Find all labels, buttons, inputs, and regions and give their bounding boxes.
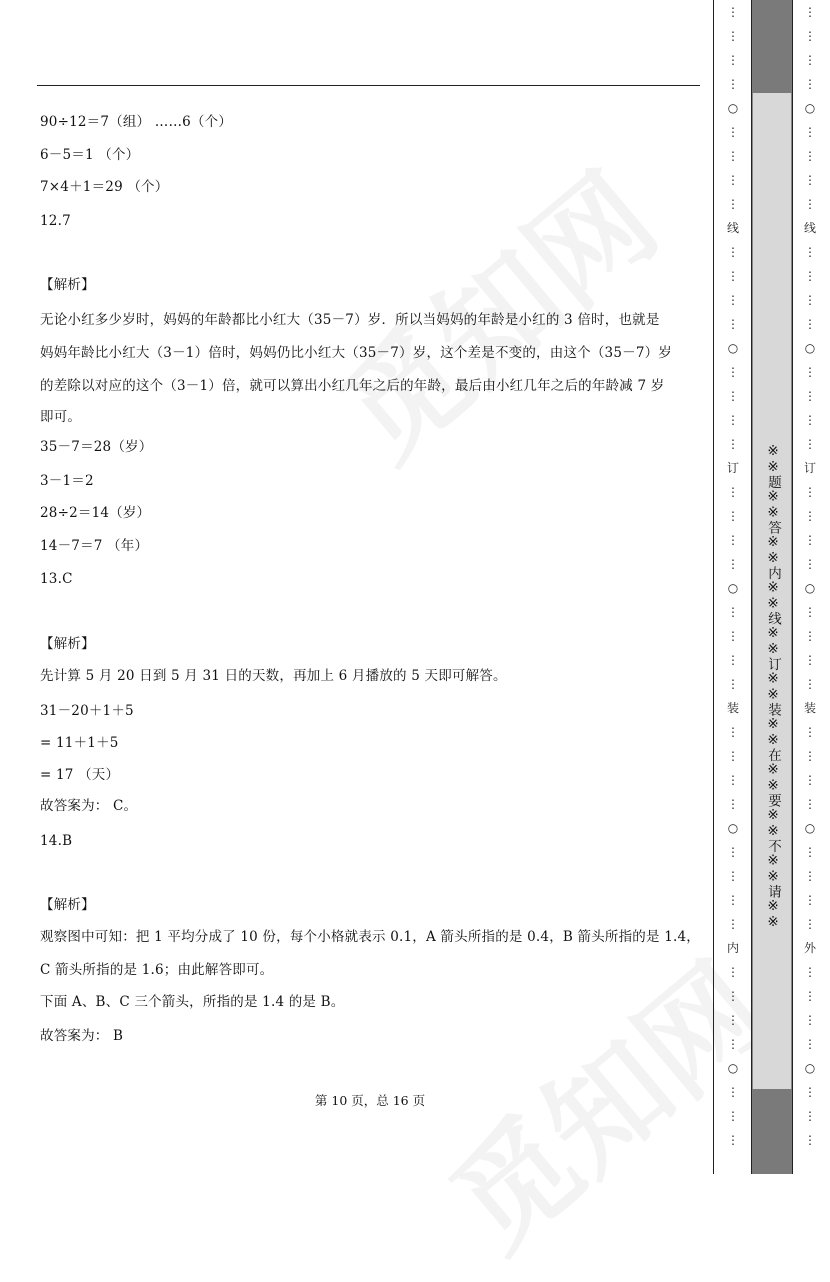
text-line: 90÷12＝7（组） ……6（个） bbox=[40, 114, 233, 130]
text-line: C 箭头所指的是 1.6；由此解答即可。 bbox=[40, 962, 274, 978]
left-dotted-column: ⋮ ⋮ ⋮ ⋮ ○ ⋮ ⋮ ⋮ ⋮ 线 ⋮ ⋮ ⋮ ⋮ ○ ⋮ ⋮ ⋮ ⋮ 订 ⋮ ⋮ ⋮ ⋮ ○ ⋮ ⋮ ⋮ ⋮ 装 ⋮ ⋮ ⋮ ⋮ ○ ⋮ ⋮ ⋮ ⋮ 内 ⋮ ⋮ ⋮ ⋮ ○ ⋮ ⋮ ⋮ bbox=[723, 0, 743, 1174]
text-line: 即可。 bbox=[40, 409, 82, 425]
text-line: 3－1＝2 bbox=[40, 473, 94, 489]
header-rule bbox=[37, 85, 700, 86]
text-line: 观察图中可知：把 1 平均分成了 10 份，每个小格就表示 0.1，A 箭头所指的是 0.4，B 箭头所指的是 1.4， bbox=[40, 929, 700, 945]
notice-text: ※※题※※答※※内※※线※※订※※装※※在※※要※※不※※请※※ bbox=[765, 443, 781, 930]
text-line: 28÷2＝14（岁） bbox=[40, 505, 151, 521]
margin-label-ding: 订 bbox=[803, 461, 816, 475]
text-line: 故答案为： C。 bbox=[40, 798, 138, 814]
text-line: 妈妈年龄比小红大（3－1）倍时，妈妈仍比小红大（35－7）岁，这个差是不变的，由这个（35－7）岁 bbox=[40, 345, 673, 361]
text-line: 31－20＋1＋5 bbox=[40, 703, 134, 719]
section-heading: 【解析】 bbox=[40, 897, 95, 913]
margin-label-zhuang: 装 bbox=[803, 701, 816, 715]
text-line: 35－7＝28（岁） bbox=[40, 439, 153, 455]
text-line: 的差除以对应的这个（3－1）倍，就可以算出小红几年之后的年龄，最后由小红几年之后的年龄减 7 岁 bbox=[40, 378, 665, 394]
margin-label-xian: 线 bbox=[726, 221, 739, 235]
text-line: 下面 A、B、C 三个箭头，所指的是 1.4 的是 B。 bbox=[40, 994, 345, 1010]
section-heading: 【解析】 bbox=[40, 636, 95, 652]
text-line: 7×4＋1＝29 （个） bbox=[40, 179, 169, 195]
text-line: 6－5＝1 （个） bbox=[40, 147, 140, 163]
text-line: = 17 （天） bbox=[40, 767, 120, 783]
text-line: = 11＋1＋5 bbox=[40, 735, 119, 751]
margin-label-zhuang: 装 bbox=[726, 701, 739, 715]
page-footer: 第 10 页，总 16 页 bbox=[314, 1093, 426, 1108]
margin-label-nei: 内 bbox=[726, 941, 739, 955]
section-heading: 【解析】 bbox=[40, 277, 95, 293]
notice-strip bbox=[752, 93, 792, 1089]
text-line: 故答案为： B bbox=[40, 1028, 124, 1044]
text-line: 先计算 5 月 20 日到 5 月 31 日的天数，再加上 6 月播放的 5 天即可解答。 bbox=[40, 668, 507, 684]
text-line: 无论小红多少岁时，妈妈的年龄都比小红大（35－7）岁．所以当妈妈的年龄是小红的 3 倍时，也就是 bbox=[40, 312, 660, 328]
margin-gray-block bbox=[752, 1089, 792, 1174]
text-line: 14－7＝7 （年） bbox=[40, 538, 149, 554]
margin-label-wai: 外 bbox=[803, 941, 816, 955]
answer-number: 14.B bbox=[40, 833, 73, 849]
margin-label-ding: 订 bbox=[726, 461, 739, 475]
answer-number: 12.7 bbox=[40, 213, 71, 229]
margin-label-xian: 线 bbox=[803, 221, 816, 235]
margin-line bbox=[713, 0, 714, 1174]
margin-gray-block bbox=[752, 0, 792, 93]
right-dotted-column: ⋮ ⋮ ⋮ ⋮ ○ ⋮ ⋮ ⋮ ⋮ 线 ⋮ ⋮ ⋮ ⋮ ○ ⋮ ⋮ ⋮ ⋮ 订 ⋮ ⋮ ⋮ ⋮ ○ ⋮ ⋮ ⋮ ⋮ 装 ⋮ ⋮ ⋮ ⋮ ○ ⋮ ⋮ ⋮ ⋮ 外 ⋮ ⋮ ⋮ ⋮ ○ ⋮ ⋮ ⋮ bbox=[800, 0, 820, 1174]
answer-number: 13.C bbox=[40, 571, 73, 587]
